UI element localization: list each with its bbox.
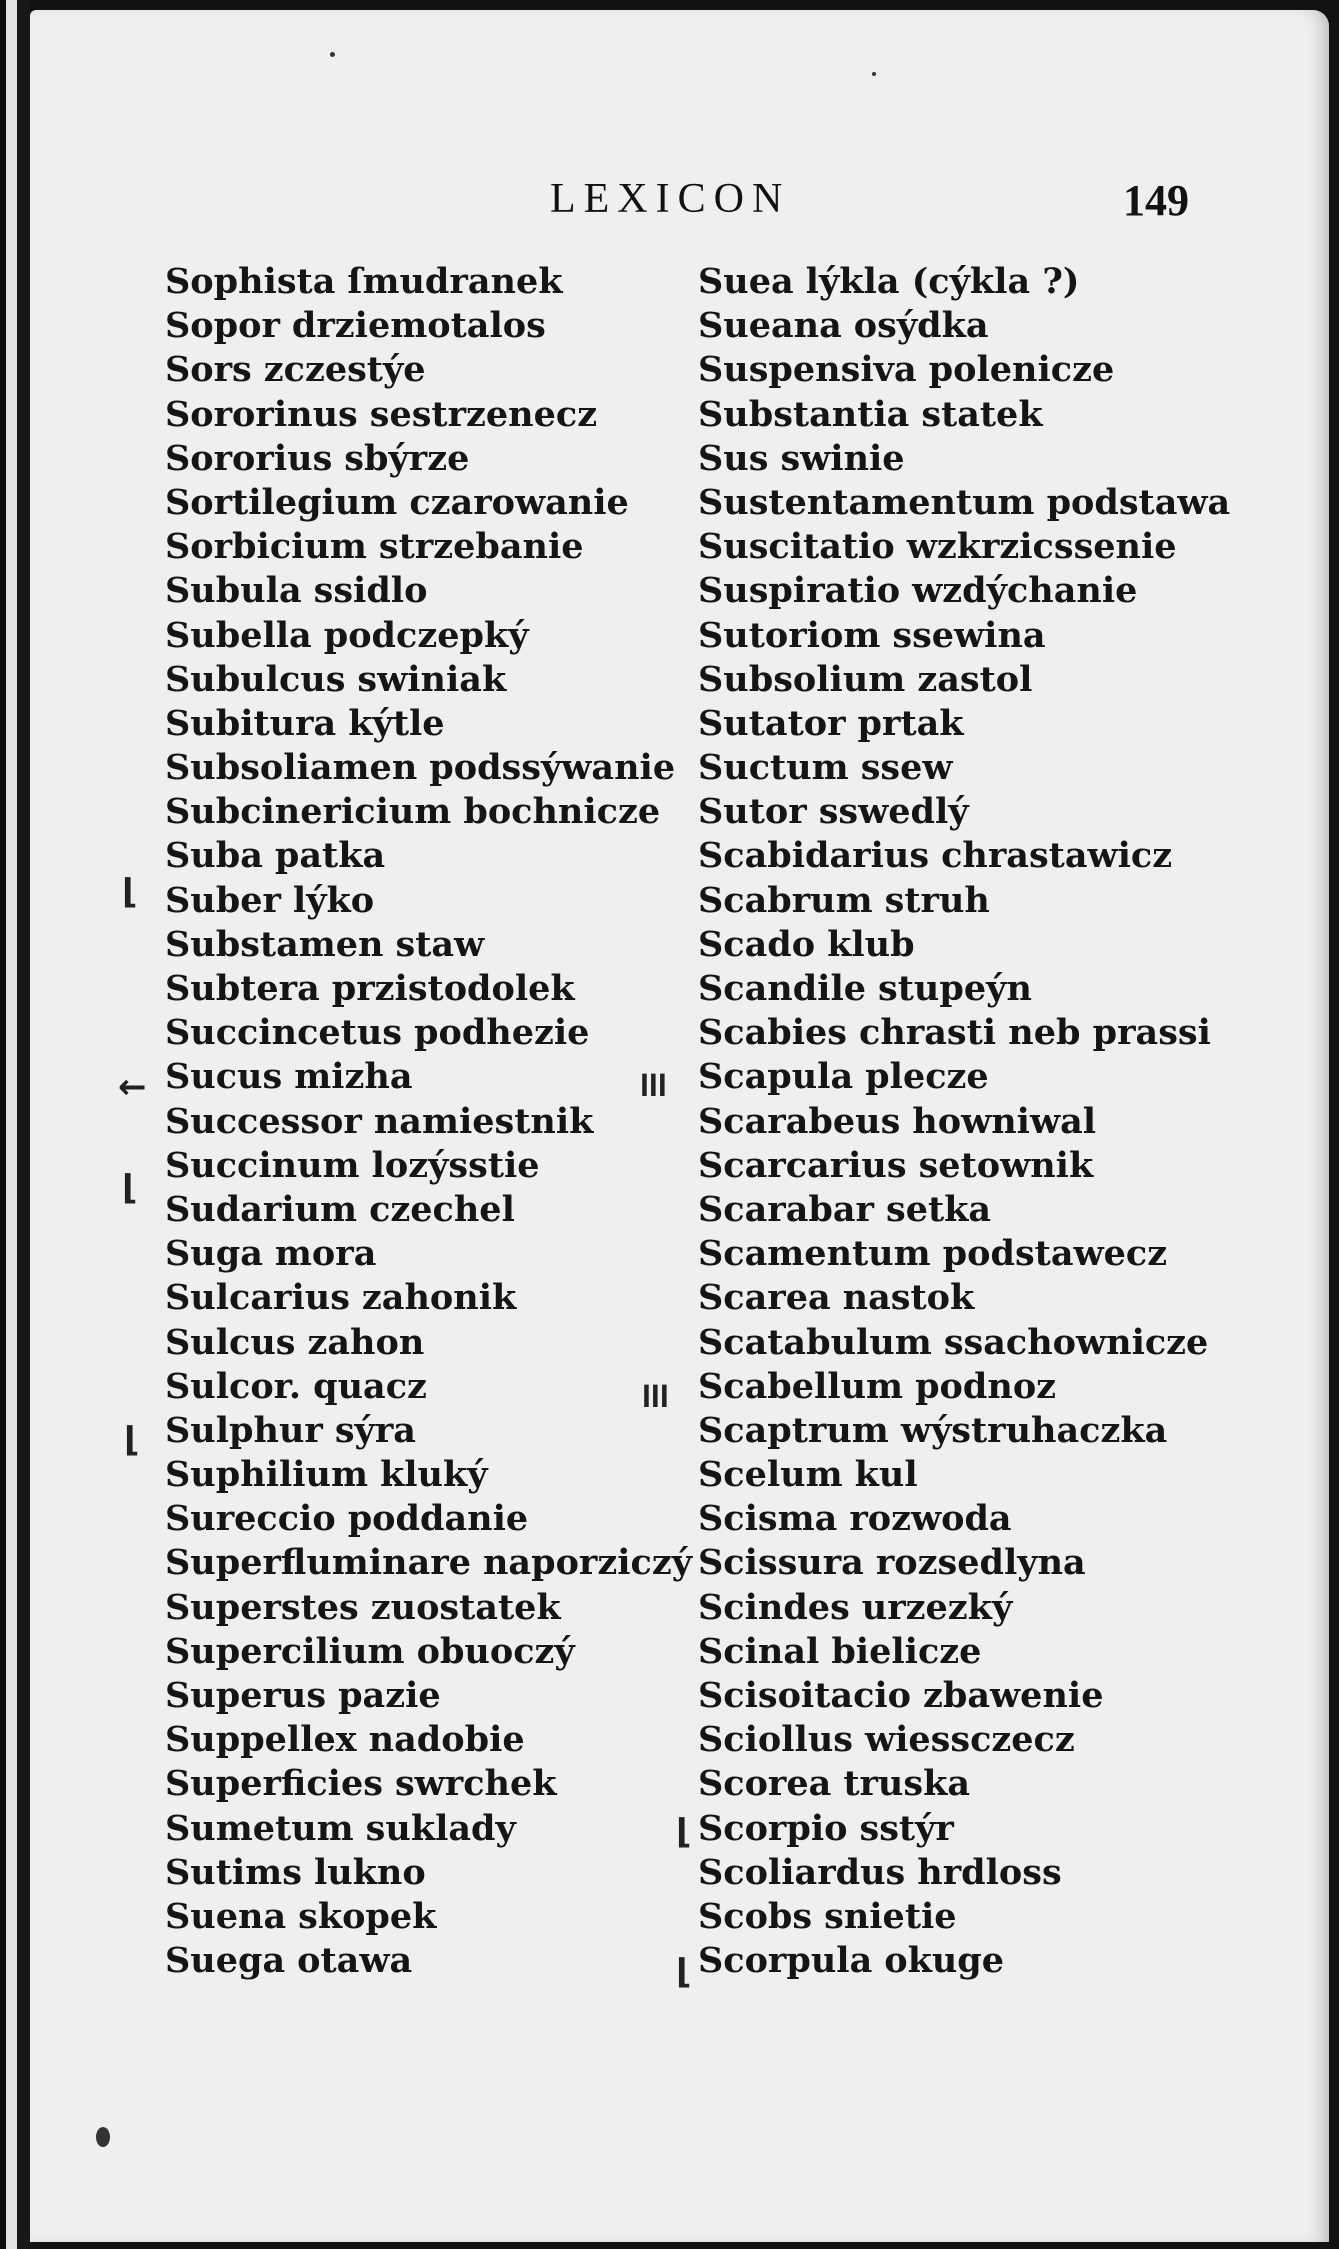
lexicon-entry: [165, 614, 710, 658]
czech-translation: zahon: [307, 1321, 425, 1363]
czech-translation: czarowanie: [409, 481, 629, 523]
latin-term: Sumetum: [165, 1807, 354, 1849]
latin-term: Supercilium: [165, 1630, 405, 1672]
latin-term: Scabidarius: [698, 835, 930, 877]
czech-translation: setownik: [918, 1144, 1094, 1186]
latin-term: Sustentamentum: [698, 481, 1035, 523]
czech-translation: lýko: [292, 879, 375, 921]
czech-translation: podstawecz: [942, 1233, 1168, 1275]
lexicon-entry: [698, 1144, 1298, 1188]
latin-term: Sororinus: [165, 393, 358, 435]
lexicon-entry: [165, 1232, 710, 1276]
latin-term: Sueana: [698, 305, 842, 347]
latin-term: Sorbicium: [165, 526, 367, 568]
czech-translation: wzdýchanie: [912, 570, 1138, 612]
lexicon-entry: [698, 790, 1298, 834]
latin-term: Scarabeus: [698, 1100, 901, 1142]
latin-term: Sutoriom: [698, 614, 881, 656]
latin-term: Sopor: [165, 305, 280, 347]
czech-translation: nadobie: [368, 1719, 525, 1761]
czech-translation: sstýr: [859, 1807, 954, 1849]
latin-term: Subsoliamen: [165, 747, 418, 789]
lexicon-entry: [165, 1453, 710, 1497]
latin-term: Sulcor.: [165, 1365, 302, 1407]
czech-translation: mizha: [294, 1056, 413, 1098]
latin-term: Sus: [698, 437, 769, 479]
lexicon-entry: [698, 1807, 1298, 1851]
latin-term: Scamentum: [698, 1233, 931, 1275]
czech-translation: podstawa: [1046, 481, 1231, 523]
czech-translation: sýra: [334, 1409, 416, 1451]
czech-translation: poddanie: [347, 1498, 529, 1540]
czech-translation: sbýrze: [344, 437, 470, 479]
lexicon-entry: [698, 1365, 1298, 1409]
latin-term: Subcinericium: [165, 791, 452, 833]
latin-term: Sutor: [698, 791, 807, 833]
czech-translation: urzezký: [861, 1586, 1013, 1628]
lexicon-entry: [698, 1276, 1298, 1320]
margin-arrow-mark: ←: [118, 1067, 147, 1107]
czech-translation: kul: [854, 1454, 918, 1496]
lexicon-entry: [698, 614, 1298, 658]
czech-translation: rozsedlyna: [875, 1542, 1086, 1584]
ink-speck: [330, 52, 335, 57]
latin-term: Succincetus: [165, 1012, 402, 1054]
czech-translation: lýkla (cýkla ?): [805, 261, 1080, 302]
czech-translation: swiniak: [357, 658, 507, 700]
lexicon-entry: [698, 1851, 1298, 1895]
czech-translation: bielicze: [831, 1630, 982, 1672]
lexicon-entry: [165, 569, 710, 613]
czech-translation: naporziczý: [482, 1542, 693, 1584]
lexicon-entry: [165, 304, 710, 348]
ink-speck: [872, 72, 876, 76]
margin-tally-mark: ꟾꟾꟾ: [642, 1385, 669, 1413]
latin-term: Superfluminare: [165, 1542, 471, 1584]
lexicon-entry: [698, 746, 1298, 790]
lexicon-entry: [165, 879, 710, 923]
latin-term: Substamen: [165, 923, 384, 965]
czech-translation: hrdloss: [917, 1851, 1062, 1893]
lexicon-entry: [698, 437, 1298, 481]
lexicon-entry: [165, 1895, 710, 1939]
lexicon-entry: [165, 481, 710, 525]
lexicon-entry: [698, 1762, 1298, 1806]
latin-term: Suga: [165, 1233, 263, 1275]
lexicon-entry: [698, 1939, 1298, 1983]
lexicon-entry: [165, 1188, 710, 1232]
latin-term: Scarabar: [698, 1188, 874, 1230]
latin-term: Scarcarius: [698, 1144, 907, 1186]
czech-translation: przistodolek: [331, 968, 575, 1009]
lexicon-entry: [698, 879, 1298, 923]
czech-translation: stupeýn: [878, 968, 1032, 1009]
lexicon-entry: [165, 1276, 710, 1320]
czech-translation: podssýwanie: [429, 747, 676, 789]
lexicon-entry: [698, 967, 1298, 1011]
lexicon-entry: [165, 1718, 710, 1762]
lexicon-entry: [698, 1321, 1298, 1365]
lexicon-entry: [165, 1762, 710, 1806]
latin-term: Sutator: [698, 702, 846, 744]
lexicon-entry: [698, 1409, 1298, 1453]
czech-translation: swinie: [780, 437, 905, 479]
lexicon-entry: [165, 967, 710, 1011]
czech-translation: obuoczý: [416, 1630, 575, 1672]
lexicon-entry: [698, 1718, 1298, 1762]
latin-term: Sophista: [165, 261, 336, 302]
czech-translation: zbawenie: [923, 1675, 1104, 1716]
latin-term: Sortilegium: [165, 481, 398, 523]
latin-term: Successor: [165, 1100, 362, 1142]
latin-term: Scissura: [698, 1542, 864, 1584]
lexicon-entry: [698, 1100, 1298, 1144]
lexicon-entry: [165, 1055, 710, 1099]
latin-term: Sciollus: [698, 1719, 853, 1761]
lexicon-entry: [698, 834, 1298, 878]
latin-term: Subsolium: [698, 658, 906, 700]
latin-term: Superficies: [165, 1763, 383, 1805]
lexicon-entry: [165, 260, 710, 304]
margin-bracket-mark: ⌊: [124, 1420, 140, 1460]
lexicon-entry: [698, 658, 1298, 702]
lexicon-entry: [165, 1807, 710, 1851]
left-page-edge: [0, 0, 30, 2249]
czech-translation: patka: [274, 835, 386, 877]
latin-term: Scelum: [698, 1454, 843, 1496]
running-title: LEXICON: [550, 176, 791, 222]
czech-translation: okuge: [884, 1940, 1005, 1982]
lexicon-entry: [165, 790, 710, 834]
latin-term: Scandile: [698, 968, 867, 1009]
latin-term: Sudarium: [165, 1188, 358, 1230]
czech-translation: polenicze: [928, 349, 1115, 391]
lexicon-entry: [698, 1497, 1298, 1541]
czech-translation: zahonik: [361, 1277, 517, 1319]
czech-translation: klub: [827, 923, 915, 965]
left-column: [165, 260, 710, 1983]
lexicon-entry: [698, 304, 1298, 348]
latin-term: Substantia: [698, 393, 910, 435]
czech-translation: drziemotalos: [291, 305, 546, 347]
latin-term: Sulcus: [165, 1321, 296, 1363]
czech-translation: statek: [921, 393, 1043, 435]
lexicon-entry: [165, 1586, 710, 1630]
latin-term: Suphilium: [165, 1454, 369, 1496]
margin-bracket-mark: ⌊: [122, 1168, 138, 1208]
lexicon-entry: [165, 1011, 710, 1055]
latin-term: Scado: [698, 923, 816, 965]
latin-term: Subella: [165, 614, 312, 656]
lexicon-entry: [698, 260, 1298, 304]
lexicon-entry: [698, 393, 1298, 437]
latin-term: Scorea: [698, 1763, 832, 1805]
czech-translation: snietie: [824, 1895, 957, 1937]
margin-bracket-mark: ⌊: [676, 1812, 692, 1852]
latin-term: Superus: [165, 1675, 327, 1716]
lexicon-entry: [698, 702, 1298, 746]
latin-term: Subtera: [165, 968, 320, 1009]
czech-translation: zuostatek: [370, 1586, 561, 1628]
czech-translation: ssidlo: [313, 570, 428, 612]
latin-term: Scabellum: [698, 1365, 904, 1407]
latin-term: Suspiratio: [698, 570, 901, 612]
lexicon-entry: [165, 1100, 710, 1144]
lexicon-entry: [165, 702, 710, 746]
lexicon-entry: [165, 746, 710, 790]
margin-bracket-mark: ⌊: [122, 872, 138, 912]
czech-translation: wýstruhaczka: [900, 1409, 1168, 1451]
latin-term: Suber: [165, 879, 281, 921]
latin-term: Scinal: [698, 1630, 820, 1672]
czech-translation: otawa: [297, 1940, 413, 1982]
lexicon-entry: [165, 1939, 710, 1983]
latin-term: Subitura: [165, 702, 337, 744]
czech-translation: ssewina: [892, 614, 1046, 656]
latin-term: Suppellex: [165, 1719, 357, 1761]
czech-translation: nastok: [842, 1277, 975, 1319]
latin-term: Scoliardus: [698, 1851, 906, 1893]
czech-translation: wzkrzicssenie: [906, 526, 1177, 568]
czech-translation: quacz: [313, 1365, 427, 1407]
lexicon-entry: [165, 348, 710, 392]
lexicon-entry: [165, 1674, 710, 1718]
lexicon-entry: [698, 1055, 1298, 1099]
czech-translation: staw: [395, 923, 485, 965]
czech-translation: sswedlý: [818, 791, 969, 833]
czech-translation: rozwoda: [849, 1498, 1012, 1540]
lexicon-entry: [165, 437, 710, 481]
czech-translation: suklady: [365, 1807, 516, 1849]
czech-translation: podnoz: [915, 1365, 1057, 1407]
czech-translation: ſmudranek: [347, 261, 563, 302]
lexicon-entry: [165, 1630, 710, 1674]
latin-term: Superstes: [165, 1586, 359, 1628]
lexicon-entry: [698, 1232, 1298, 1276]
latin-term: Scapula: [698, 1056, 854, 1098]
lexicon-entry: [698, 1586, 1298, 1630]
latin-term: Sororius: [165, 437, 333, 479]
ink-speck: [96, 2127, 110, 2147]
lexicon-entry: [698, 1895, 1298, 1939]
latin-term: Sors: [165, 349, 252, 391]
margin-tally-mark: ꟾꟾꟾ: [640, 1074, 667, 1102]
lexicon-entry: [165, 393, 710, 437]
lexicon-entry: [698, 1541, 1298, 1585]
lexicon-entry: [165, 1365, 710, 1409]
lexicon-entry: [698, 1011, 1298, 1055]
lexicon-entry: [698, 1188, 1298, 1232]
latin-term: Scindes: [698, 1586, 850, 1628]
czech-translation: pazie: [338, 1675, 441, 1716]
lexicon-entry: [165, 1851, 710, 1895]
lexicon-entry: [698, 481, 1298, 525]
latin-term: Suena: [165, 1895, 287, 1937]
latin-term: Suspensiva: [698, 349, 917, 391]
czech-translation: strzebanie: [378, 526, 584, 568]
latin-term: Suctum: [698, 747, 849, 789]
latin-term: Scaptrum: [698, 1409, 889, 1451]
czech-translation: podczepký: [323, 614, 529, 656]
latin-term: Sucus: [165, 1056, 283, 1098]
lexicon-entry: [698, 348, 1298, 392]
czech-translation: czechel: [369, 1188, 515, 1230]
czech-translation: ssachownicze: [943, 1321, 1209, 1363]
book-page: [30, 10, 1329, 2242]
latin-term: Suscitatio: [698, 526, 895, 568]
czech-translation: kluký: [380, 1454, 488, 1496]
czech-translation: swrchek: [394, 1763, 557, 1805]
latin-term: Sureccio: [165, 1498, 336, 1540]
latin-term: Scatabulum: [698, 1321, 932, 1363]
margin-bracket-mark: ⌊: [676, 1952, 692, 1992]
lexicon-entry: [698, 1453, 1298, 1497]
czech-translation: mora: [274, 1233, 377, 1275]
czech-translation: setka: [885, 1188, 992, 1230]
lexicon-entry: [165, 1409, 710, 1453]
page-header: [30, 175, 1329, 235]
czech-translation: chrastawicz: [941, 835, 1173, 877]
czech-translation: bochnicze: [463, 791, 661, 833]
latin-term: Scisoitacio: [698, 1675, 912, 1716]
latin-term: Scorpula: [698, 1940, 873, 1982]
czech-translation: zczestýe: [263, 349, 426, 391]
lexicon-entry: [165, 1541, 710, 1585]
czech-translation: lukno: [313, 1851, 426, 1893]
latin-term: Succinum: [165, 1144, 360, 1186]
czech-translation: ssew: [860, 747, 953, 789]
latin-term: Suega: [165, 1940, 286, 1982]
lexicon-entry: [698, 1630, 1298, 1674]
latin-term: Sutims: [165, 1851, 302, 1893]
lexicon-entry: [165, 1321, 710, 1365]
latin-term: Scarea: [698, 1277, 831, 1319]
czech-translation: struh: [884, 879, 990, 921]
latin-term: Scorpio: [698, 1807, 848, 1849]
latin-term: Scisma: [698, 1498, 838, 1540]
latin-term: Scobs: [698, 1895, 813, 1937]
latin-term: Sulcarius: [165, 1277, 350, 1319]
lexicon-entry: [165, 1497, 710, 1541]
latin-term: Scabies: [698, 1012, 848, 1054]
czech-translation: kýtle: [348, 702, 445, 744]
page-number: 149: [1123, 176, 1189, 225]
czech-translation: howniwal: [912, 1100, 1097, 1142]
czech-translation: truska: [843, 1763, 971, 1805]
latin-term: Suea: [698, 261, 794, 302]
czech-translation: plecze: [865, 1056, 989, 1098]
lexicon-entry: [698, 923, 1298, 967]
lexicon-entry: [165, 1144, 710, 1188]
czech-translation: chrasti neb prassi: [859, 1012, 1211, 1054]
czech-translation: prtak: [857, 702, 964, 744]
latin-term: Suba: [165, 835, 263, 877]
czech-translation: skopek: [298, 1895, 437, 1937]
czech-translation: podhezie: [414, 1012, 590, 1054]
czech-translation: wiessczecz: [864, 1719, 1075, 1761]
lexicon-entry: [165, 923, 710, 967]
lexicon-entry: [165, 834, 710, 878]
latin-term: Subulcus: [165, 658, 346, 700]
czech-translation: osýdka: [853, 305, 989, 347]
lexicon-entry: [698, 569, 1298, 613]
latin-term: Scabrum: [698, 879, 873, 921]
lexicon-entry: [165, 525, 710, 569]
czech-translation: lozýsstie: [371, 1144, 540, 1186]
lexicon-entry: [698, 525, 1298, 569]
latin-term: Sulphur: [165, 1409, 323, 1451]
czech-translation: namiestnik: [373, 1100, 594, 1142]
lexicon-entry: [165, 658, 710, 702]
czech-translation: zastol: [917, 658, 1033, 700]
right-column: [698, 260, 1298, 1983]
lexicon-entry: [698, 1674, 1298, 1718]
latin-term: Subula: [165, 570, 302, 612]
czech-translation: sestrzenecz: [369, 393, 598, 435]
